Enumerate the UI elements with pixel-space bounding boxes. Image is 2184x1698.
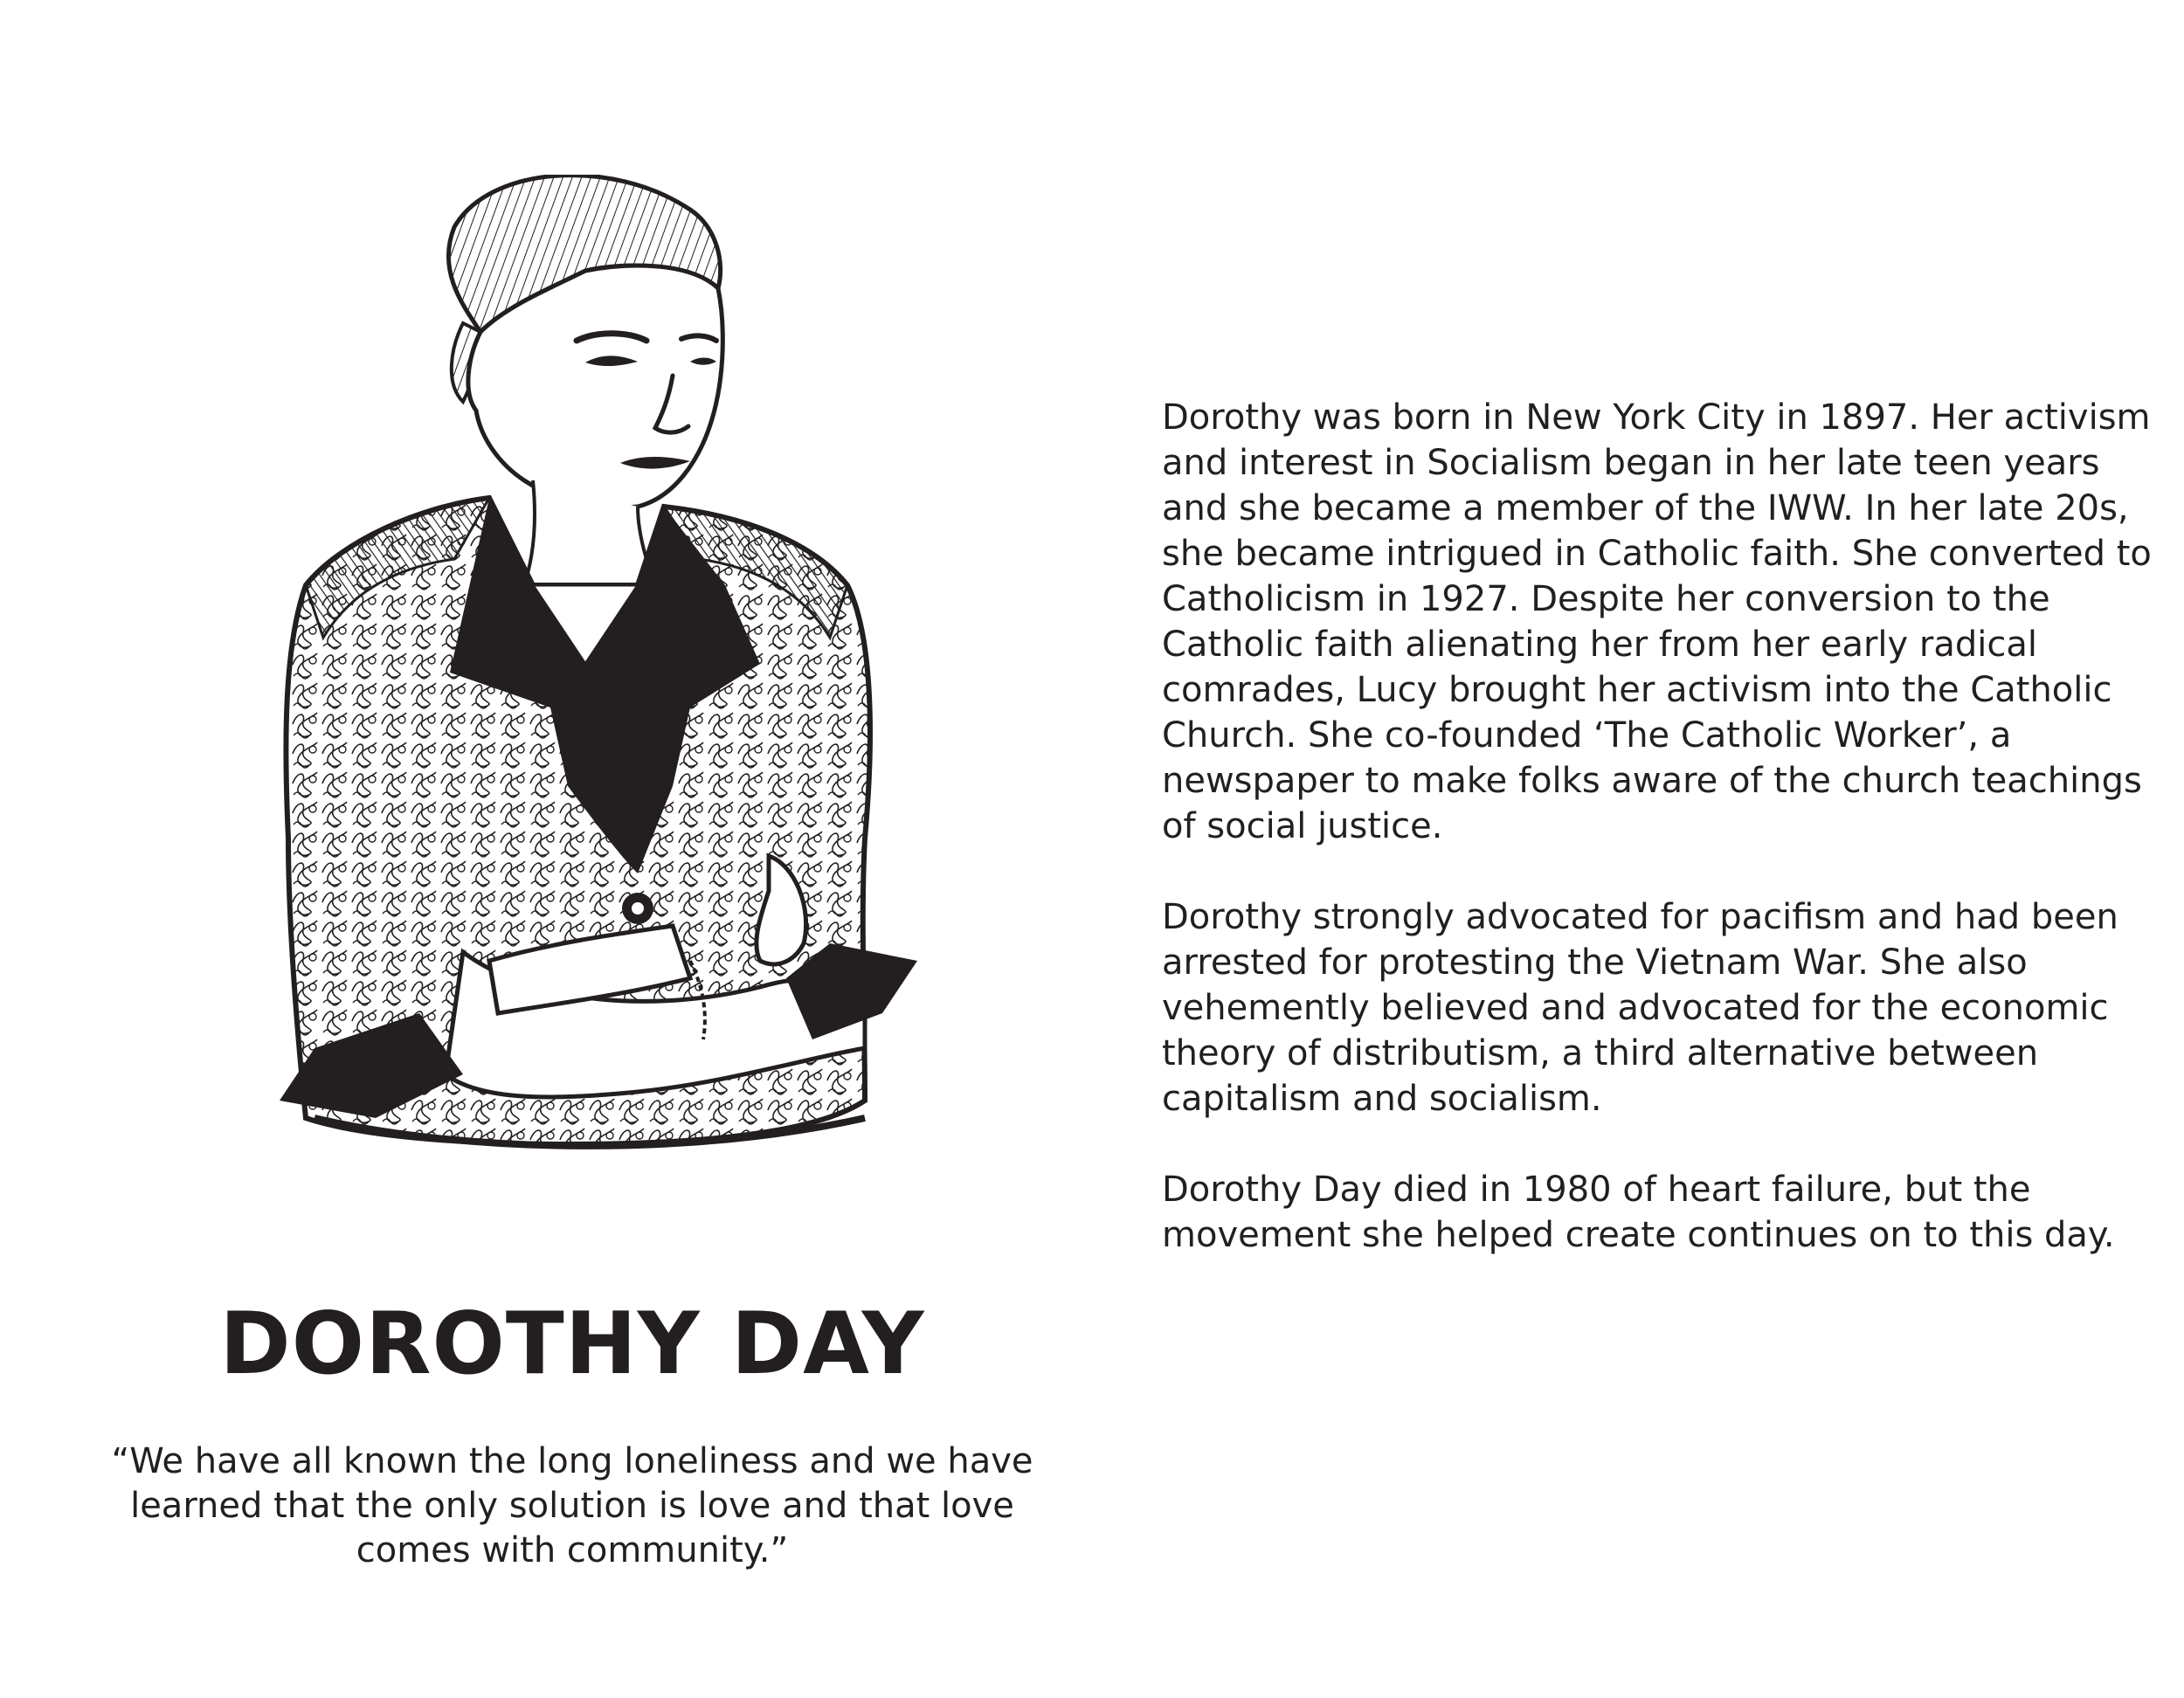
biography	[1162, 395, 2153, 1303]
person-name-heading: DOROTHY DAY	[219, 1294, 925, 1394]
quote-text: “We have all known the long loneliness and we have learned that the only solution is love and that love comes with community.”	[111, 1441, 1033, 1570]
bio-paragraph: Dorothy was born in New York City in 1897. Her activism and interest in Socialism began in her late teen years and she became a member of the IWW. In her late 20s, she became intrigued in Catholic faith. She converted to Catholicism in 1927. Despite her conversion to the Catholic faith alienating her from her early radical comrades, Lucy brought her activism into the Catholic Church. She co-founded ‘The Catholic Worker’, a newspaper to make folks aware of the church teachings of social justice.	[1162, 397, 2152, 846]
portrait-illustration	[201, 175, 952, 1267]
bio-paragraph: Dorothy strongly advocated for pacifism and had been arrested for protesting the Vietnam War. She also vehemently believed and advocated for the economic theory of distributism, a third alternative between capitalism and socialism.	[1162, 897, 2118, 1119]
bio-paragraph: Dorothy Day died in 1980 of heart failure, but the movement she helped create continues on to this day.	[1162, 1170, 2115, 1255]
